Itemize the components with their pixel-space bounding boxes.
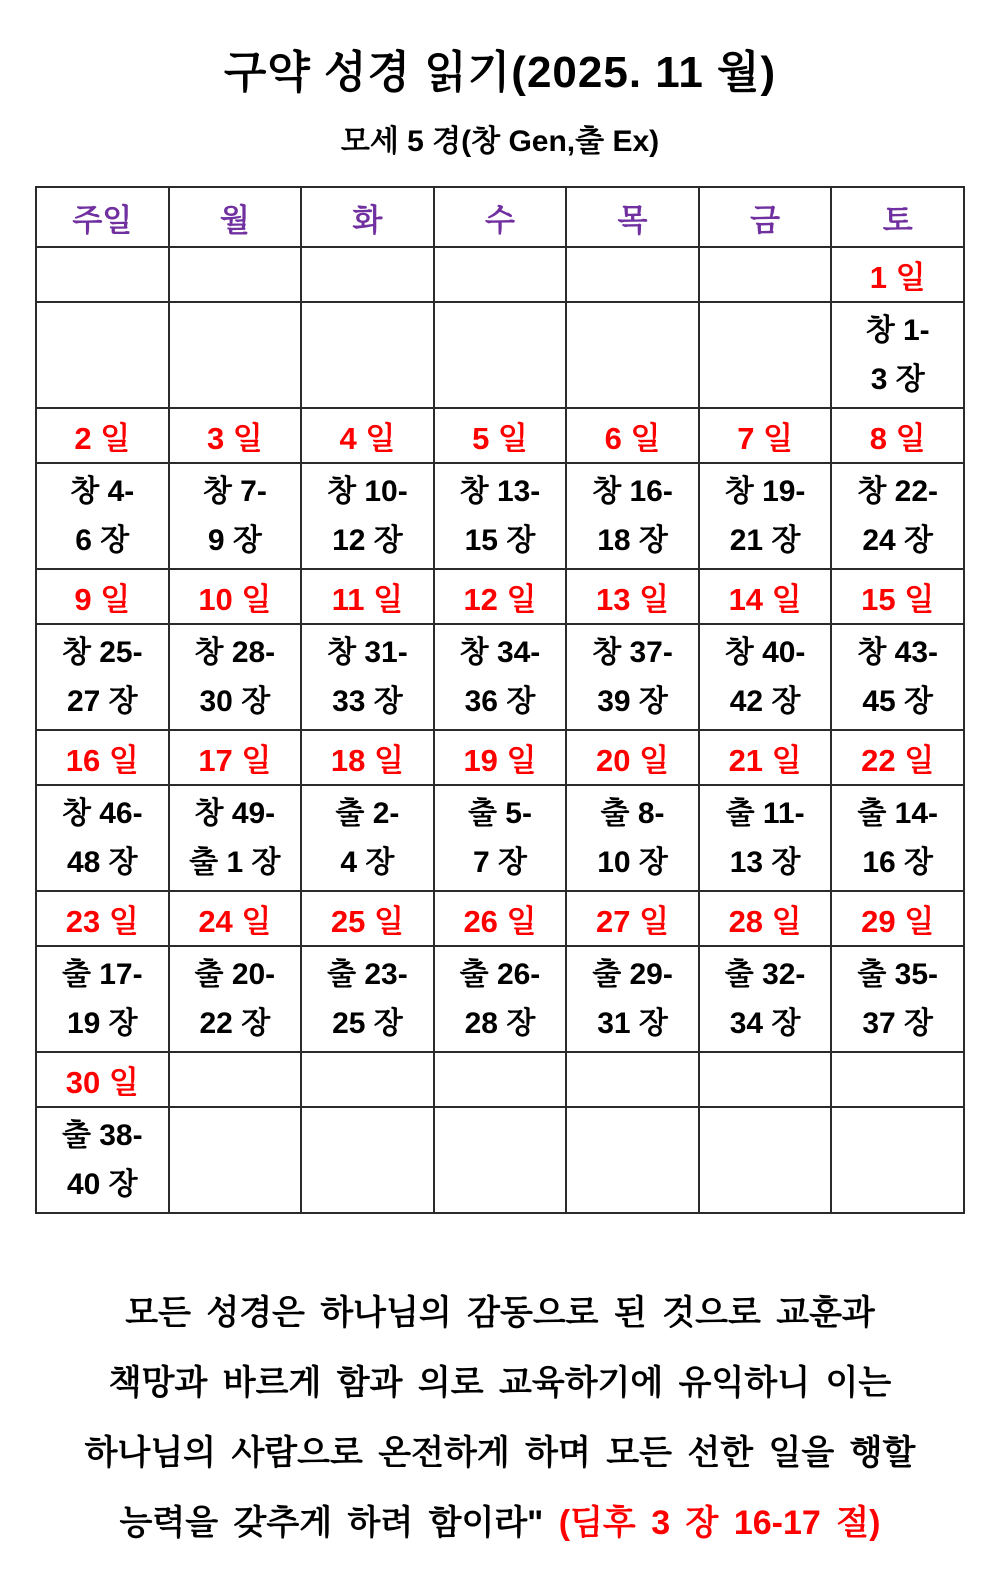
date-cell: 21 일 [699, 730, 832, 785]
reading-cell [169, 302, 302, 408]
reading-line: 출 11- [725, 797, 805, 830]
reading-line: 출 8- [600, 797, 665, 830]
reading-line: 출 5- [467, 797, 532, 830]
reading-line: 34 장 [729, 1007, 801, 1040]
date-cell: 5 일 [434, 408, 567, 463]
reading-line: 40 장 [66, 1168, 138, 1201]
date-cell: 29 일 [831, 891, 964, 946]
reading-line: 13 장 [729, 846, 801, 879]
reading-line: 28 장 [464, 1007, 536, 1040]
reading-cell [36, 785, 169, 891]
reading-cell [169, 624, 302, 730]
reading-line: 창 34- [459, 636, 541, 669]
reading-cell [699, 785, 832, 891]
date-cell: 28 일 [699, 891, 832, 946]
reading-cell [566, 785, 699, 891]
reading-line: 4 장 [340, 846, 395, 879]
reading-cell [699, 1107, 832, 1213]
date-cell [169, 247, 302, 302]
reading-line: 15 장 [464, 524, 536, 557]
reading-line: 10 장 [597, 846, 668, 879]
date-cell [301, 247, 434, 302]
date-row [36, 730, 964, 785]
date-cell [36, 247, 169, 302]
reading-line: 창 1- [865, 314, 930, 347]
date-cell: 2 일 [36, 408, 169, 463]
reading-line: 출 29- [592, 958, 673, 991]
reading-cell [301, 946, 434, 1052]
reading-cell [566, 1107, 699, 1213]
date-cell: 27 일 [566, 891, 699, 946]
reading-line: 48 장 [66, 846, 138, 879]
reading-cell [434, 785, 567, 891]
reading-cell [831, 302, 964, 408]
reading-cell [434, 302, 567, 408]
calendar-body [36, 247, 964, 1213]
reading-cell [169, 946, 302, 1052]
verse-line-text: 능력을 갖추게 하려 함이라" [119, 1504, 544, 1542]
date-row [36, 891, 964, 946]
reading-line: 12 장 [332, 524, 403, 557]
date-row [36, 569, 964, 624]
reading-line: 출 2- [335, 797, 400, 830]
reading-line: 창 7- [202, 475, 267, 508]
reading-line: 18 장 [597, 524, 668, 557]
reading-cell [434, 463, 567, 569]
weekday-header-cell: 금 [699, 187, 832, 247]
reading-cell [831, 946, 964, 1052]
reading-line: 21 장 [729, 524, 801, 557]
reading-cell [831, 624, 964, 730]
date-cell: 14 일 [699, 569, 832, 624]
reading-cell [301, 785, 434, 891]
reading-cell [169, 1107, 302, 1213]
date-cell [434, 247, 567, 302]
reading-cell [699, 302, 832, 408]
reading-line: 창 43- [857, 636, 939, 669]
reading-line: 3 장 [870, 363, 925, 396]
weekday-header-cell: 월 [169, 187, 302, 247]
weekday-header-cell: 화 [301, 187, 434, 247]
date-cell: 17 일 [169, 730, 302, 785]
reading-line: 출 26- [459, 958, 541, 991]
date-cell: 10 일 [169, 569, 302, 624]
date-cell: 7 일 [699, 408, 832, 463]
reading-cell [434, 946, 567, 1052]
reading-cell [36, 1107, 169, 1213]
date-row [36, 247, 964, 302]
reading-cell [699, 624, 832, 730]
date-cell: 18 일 [301, 730, 434, 785]
date-cell: 16 일 [36, 730, 169, 785]
reading-line: 창 31- [327, 636, 408, 669]
reading-cell [699, 946, 832, 1052]
reading-cell [566, 624, 699, 730]
reading-line: 창 49- [194, 797, 276, 830]
date-cell: 8 일 [831, 408, 964, 463]
reading-row [36, 946, 964, 1052]
reading-row [36, 1107, 964, 1213]
reading-cell [566, 463, 699, 569]
date-cell [566, 1052, 699, 1107]
reading-line: 창 22- [857, 475, 939, 508]
reading-line: 42 장 [729, 685, 801, 718]
reading-line: 39 장 [597, 685, 668, 718]
date-cell: 9 일 [36, 569, 169, 624]
reading-cell [36, 463, 169, 569]
reading-cell [434, 1107, 567, 1213]
reading-cell [301, 463, 434, 569]
reading-line: 25 장 [332, 1007, 403, 1040]
reading-cell [301, 624, 434, 730]
verse-reference: (딤후 3 장 16-17 절) [558, 1504, 881, 1542]
reading-line: 창 16- [592, 475, 673, 508]
reading-line: 9 장 [207, 524, 262, 557]
calendar-header-row [36, 187, 964, 247]
reading-line: 출 38- [61, 1119, 143, 1152]
reading-line: 출 35- [857, 958, 939, 991]
reading-line: 창 10- [327, 475, 408, 508]
date-cell: 24 일 [169, 891, 302, 946]
reading-line: 출 17- [61, 958, 143, 991]
reading-line: 창 25- [61, 636, 143, 669]
date-cell: 3 일 [169, 408, 302, 463]
reading-cell [566, 302, 699, 408]
date-cell [566, 247, 699, 302]
reading-line: 출 14- [857, 797, 939, 830]
reading-line: 22 장 [199, 1007, 271, 1040]
date-cell [699, 1052, 832, 1107]
verse-line: 책망과 바르게 함과 의로 교육하기에 유익하니 이는 [108, 1364, 892, 1402]
reading-line: 33 장 [332, 685, 403, 718]
bible-verse [0, 1278, 1000, 1558]
reading-line: 45 장 [862, 685, 934, 718]
date-cell: 15 일 [831, 569, 964, 624]
reading-cell [169, 785, 302, 891]
reading-calendar-table [35, 186, 965, 1214]
date-cell: 19 일 [434, 730, 567, 785]
reading-line: 27 장 [66, 685, 138, 718]
reading-row [36, 302, 964, 408]
reading-cell [831, 1107, 964, 1213]
date-row [36, 408, 964, 463]
reading-line: 창 46- [61, 797, 143, 830]
weekday-header-cell: 목 [566, 187, 699, 247]
date-cell: 1 일 [831, 247, 964, 302]
reading-line: 7 장 [472, 846, 527, 879]
page-subtitle: 모세 5 경(창 Gen,출 Ex) [340, 125, 660, 158]
weekday-header-cell: 수 [434, 187, 567, 247]
reading-row [36, 785, 964, 891]
reading-line: 출 1 장 [189, 846, 281, 879]
reading-line: 창 13- [459, 475, 541, 508]
reading-cell [566, 946, 699, 1052]
reading-line: 출 20- [194, 958, 276, 991]
reading-cell [169, 463, 302, 569]
date-cell: 4 일 [301, 408, 434, 463]
date-cell: 13 일 [566, 569, 699, 624]
date-cell [301, 1052, 434, 1107]
reading-cell [301, 302, 434, 408]
reading-line: 30 장 [199, 685, 271, 718]
reading-line: 창 19- [724, 475, 806, 508]
reading-line: 출 23- [327, 958, 408, 991]
reading-cell [434, 624, 567, 730]
reading-cell [36, 624, 169, 730]
date-cell [434, 1052, 567, 1107]
reading-line: 창 40- [724, 636, 806, 669]
verse-line: 모든 성경은 하나님의 감동으로 된 것으로 교훈과 [125, 1294, 875, 1332]
reading-line: 19 장 [66, 1007, 138, 1040]
reading-line: 24 장 [862, 524, 934, 557]
date-cell: 26 일 [434, 891, 567, 946]
date-cell [831, 1052, 964, 1107]
reading-cell [301, 1107, 434, 1213]
reading-line: 6 장 [75, 524, 130, 557]
reading-line: 창 28- [194, 636, 276, 669]
reading-line: 16 장 [862, 846, 934, 879]
reading-row [36, 624, 964, 730]
page-title: 구약 성경 읽기(2025. 11 월) [223, 48, 777, 97]
date-cell: 23 일 [36, 891, 169, 946]
reading-cell [831, 785, 964, 891]
reading-cell [36, 302, 169, 408]
date-cell: 12 일 [434, 569, 567, 624]
reading-cell [831, 463, 964, 569]
reading-line: 37 장 [862, 1007, 934, 1040]
reading-cell [36, 946, 169, 1052]
reading-line: 출 32- [724, 958, 806, 991]
reading-cell [699, 463, 832, 569]
date-cell [699, 247, 832, 302]
date-cell: 25 일 [301, 891, 434, 946]
weekday-header-cell: 토 [831, 187, 964, 247]
date-cell: 6 일 [566, 408, 699, 463]
date-cell: 20 일 [566, 730, 699, 785]
reading-line: 31 장 [597, 1007, 668, 1040]
reading-line: 창 37- [592, 636, 673, 669]
verse-line: 하나님의 사람으로 온전하게 하며 모든 선한 일을 행할 [84, 1434, 916, 1472]
date-cell: 30 일 [36, 1052, 169, 1107]
reading-line: 36 장 [464, 685, 536, 718]
reading-line: 창 4- [70, 475, 135, 508]
date-cell [169, 1052, 302, 1107]
date-row [36, 1052, 964, 1107]
date-cell: 22 일 [831, 730, 964, 785]
reading-row [36, 463, 964, 569]
date-cell: 11 일 [301, 569, 434, 624]
weekday-header-cell: 주일 [36, 187, 169, 247]
verse-line [0, 1488, 1000, 1558]
